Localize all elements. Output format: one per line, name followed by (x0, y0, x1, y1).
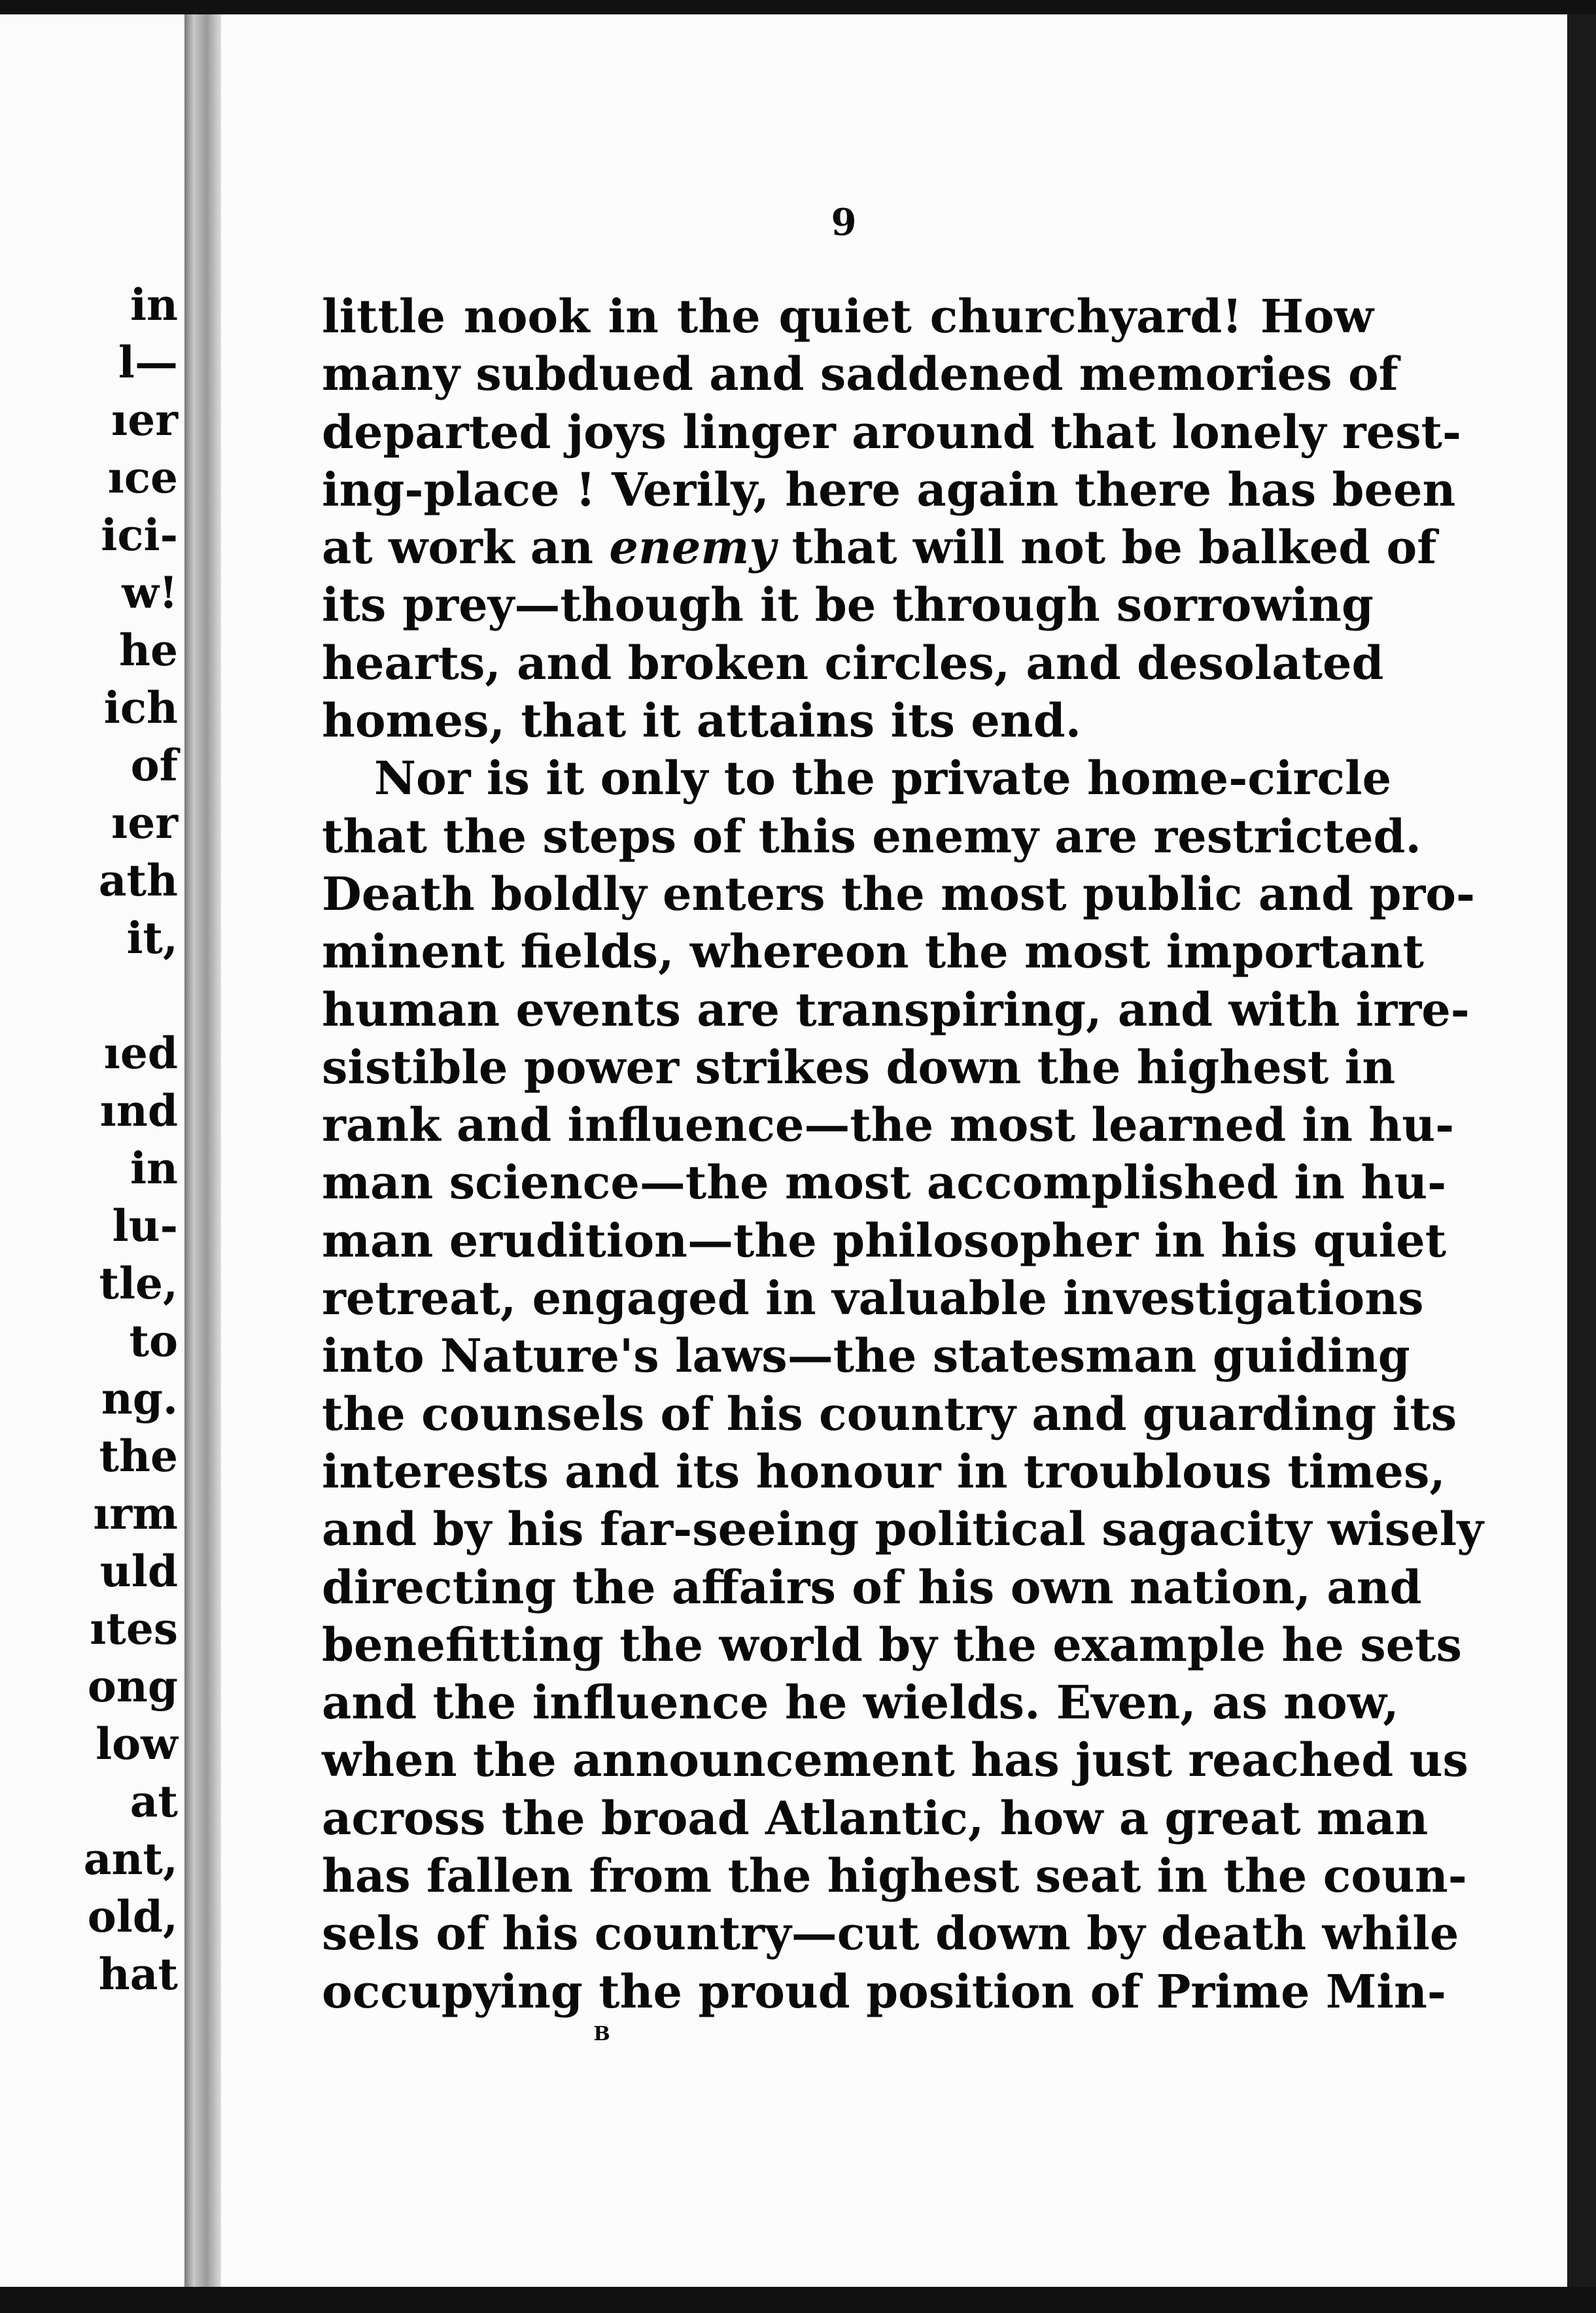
left-page-fragment: hat (98, 1949, 178, 2000)
text-line (322, 1674, 1399, 1731)
text-line-segment: that will not be balked of (776, 520, 1437, 575)
text-line (322, 345, 1398, 403)
text-line-segment: into Nature's laws—the statesman guiding (322, 1329, 1410, 1383)
left-page-fragment: lu- (112, 1200, 178, 1251)
left-page-fragment: ong (87, 1661, 178, 1712)
text-line (322, 1212, 1447, 1270)
left-page-fragment: ici- (101, 510, 178, 561)
left-page-fragment: to (129, 1315, 178, 1366)
text-line-segment: man erudition—the philosopher in his quiet (322, 1213, 1447, 1268)
text-line (322, 1963, 1446, 2021)
text-line (322, 1731, 1468, 1789)
left-page-fragment: ırm (93, 1488, 178, 1539)
left-page-fragment: uld (99, 1546, 178, 1597)
left-page-edge (0, 14, 184, 2287)
text-line (322, 1096, 1455, 1154)
text-line-segment: sistible power strikes down the highest in (322, 1039, 1396, 1094)
text-line (322, 404, 1462, 461)
left-page-fragment: ath (98, 855, 178, 906)
left-page-fragment: ant, (83, 1834, 178, 1885)
text-line (322, 1039, 1396, 1096)
text-line (322, 1327, 1410, 1385)
text-line (322, 750, 1392, 807)
text-line-segment: that the steps of this enemy are restricted. (322, 809, 1421, 863)
text-line-segment: benefitting the world by the example he sets (322, 1617, 1462, 1672)
page-number: 9 (831, 201, 857, 244)
left-page-fragment: it, (126, 913, 178, 964)
text-line-segment: directing the affairs of his own nation, and (322, 1559, 1422, 1614)
left-page-fragment: old, (87, 1891, 178, 1942)
left-page-fragment: of (130, 740, 178, 791)
text-line-segment: retreat, engaged in valuable investigations (322, 1271, 1424, 1326)
text-line-segment: its prey—though it be through sorrowing (322, 578, 1374, 633)
text-line (322, 1270, 1424, 1327)
text-line (322, 1443, 1446, 1501)
text-line-segment: across the broad Atlantic, how a great man (322, 1790, 1429, 1845)
scan-bottom-border (0, 2287, 1596, 2313)
text-line (322, 1154, 1447, 1211)
text-line-segment: Nor is it only to the private home-circle (374, 751, 1392, 806)
left-page-fragment: he (119, 625, 178, 676)
emphasized-word: enemy (609, 520, 776, 575)
text-line (322, 1501, 1483, 1558)
text-line (322, 519, 1437, 576)
text-line-segment: interests and its honour in troublous times, (322, 1444, 1446, 1499)
text-line (322, 923, 1424, 981)
left-page-fragment: low (95, 1718, 178, 1769)
left-page-fragment: w! (122, 567, 178, 618)
left-page-fragment: ıed (103, 1028, 178, 1079)
left-page-fragment: ıce (107, 452, 178, 503)
text-line-segment: homes, that it attains its end. (322, 693, 1082, 748)
text-line-segment: and by his far-seeing political sagacity wisely (322, 1502, 1483, 1557)
signature-mark: B (593, 2023, 610, 2045)
text-line-segment: minent fields, whereon the most important (322, 924, 1424, 979)
text-line-segment: has fallen from the highest seat in the coun- (322, 1849, 1467, 1904)
left-page-fragment: ich (103, 682, 178, 733)
text-line (322, 808, 1421, 865)
text-line-segment: when the announcement has just reached us (322, 1733, 1468, 1788)
left-page-fragment: ınd (99, 1085, 178, 1136)
text-line-segment: Death boldly enters the most public and pro- (322, 866, 1476, 921)
text-line (322, 576, 1374, 634)
text-line (322, 461, 1456, 519)
text-line-segment: many subdued and saddened memories of (322, 347, 1398, 402)
left-page-fragment: ıtes (90, 1603, 178, 1654)
left-page-fragment: l— (118, 337, 178, 388)
left-page-fragment: tle, (99, 1258, 178, 1309)
text-line (322, 635, 1384, 692)
left-page-fragment: at (130, 1776, 178, 1827)
left-page-fragment: in (130, 1143, 178, 1194)
left-page-fragment: ıer (111, 394, 178, 445)
text-line (322, 692, 1374, 750)
text-line (322, 865, 1476, 923)
text-line-segment: the counsels of his country and guarding its (322, 1386, 1457, 1441)
text-line-segment: sels of his country—cut down by death while (322, 1906, 1459, 1961)
text-line-segment: departed joys linger around that lonely rest- (322, 404, 1462, 459)
text-line (322, 1790, 1429, 1847)
left-page-fragment: in (130, 279, 178, 330)
text-line (322, 981, 1470, 1039)
left-page-fragment: the (99, 1431, 178, 1482)
book-gutter (184, 14, 221, 2287)
text-line-segment: rank and influence—the most learned in hu- (322, 1098, 1455, 1153)
left-page-fragment: ıer (111, 797, 178, 848)
text-line (322, 288, 1374, 345)
body-text (322, 288, 1483, 2021)
text-line (322, 1385, 1457, 1443)
left-page-fragment: ng. (101, 1373, 178, 1424)
text-line (322, 1559, 1422, 1616)
text-line-segment: and the influence he wields. Even, as now, (322, 1675, 1399, 1730)
text-line-segment: ing-place ! Verily, here again there has been (322, 462, 1456, 517)
text-line-segment: human events are transpiring, and with irre- (322, 982, 1470, 1037)
text-line-segment: hearts, and broken circles, and desolated (322, 635, 1384, 690)
text-line (322, 1905, 1459, 1962)
scan-top-border (0, 0, 1596, 14)
text-line-segment: man science—the most accomplished in hu- (322, 1155, 1447, 1210)
text-line-segment: at work an (322, 520, 610, 575)
text-line-segment: occupying the proud position of Prime Min- (322, 1964, 1446, 2019)
text-line-segment: little nook in the quiet churchyard! How (322, 289, 1374, 343)
scan-right-border (1567, 14, 1596, 2287)
text-line (322, 1847, 1467, 1905)
text-line (322, 1616, 1462, 1674)
